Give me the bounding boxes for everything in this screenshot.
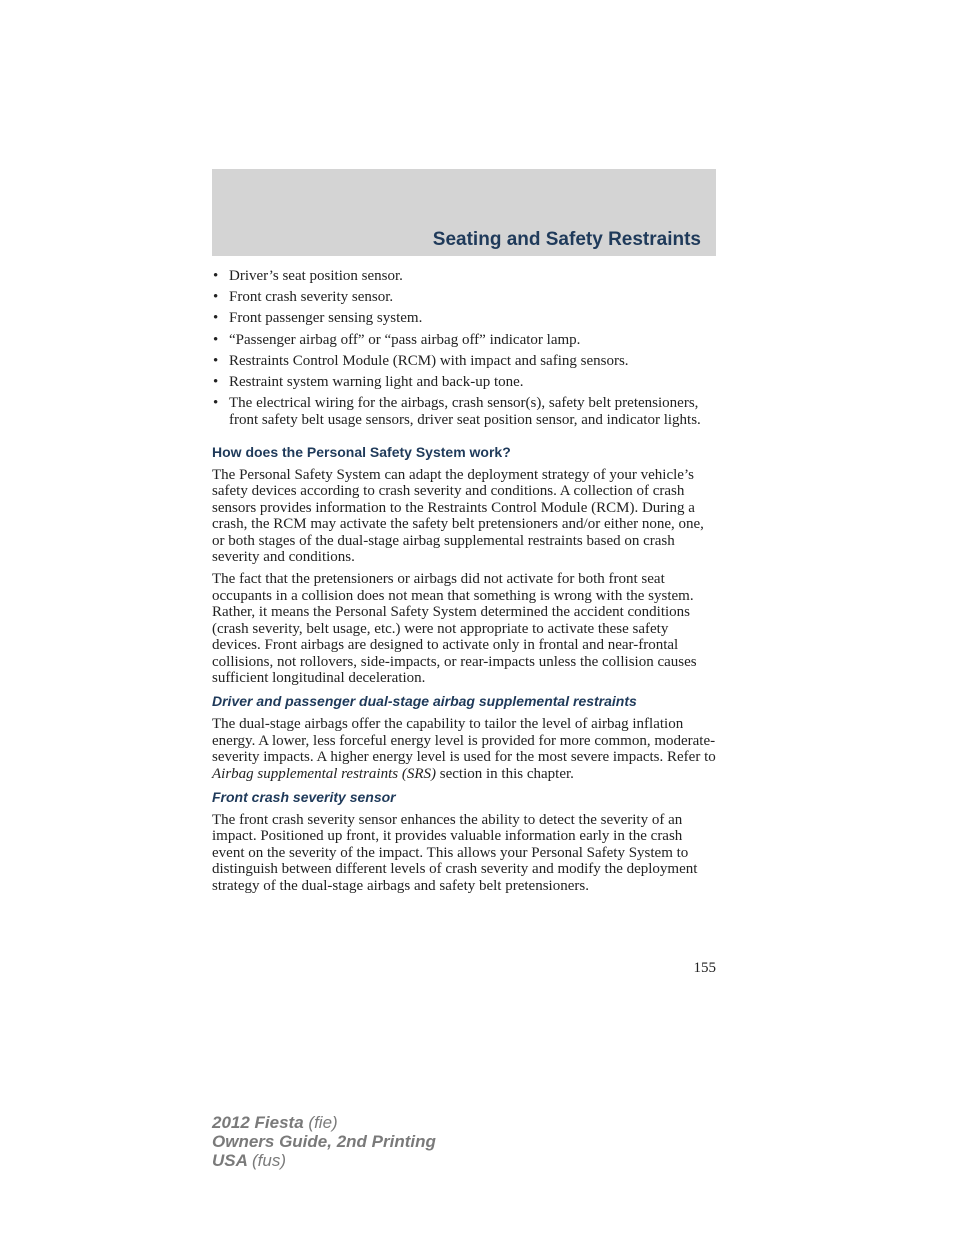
list-item: • The electrical wiring for the airbags, crash sensor(s), safety belt pretensioners, front safety belt usage sensors, driver seat position sensor, and indicator lights. (213, 395, 701, 428)
paragraph: The Personal Safety System can adapt the deployment strategy of your vehicle’s safety devices according to crash severity and conditions. A collection of crash sensors provides information to the Restraints Control Module (RCM). During a crash, the RCM may activate the safety belt pretensioners and/or either none, one, or both stages of the dual-stage airbag supplemental restraints based on crash severity and conditions. (212, 467, 704, 566)
section-heading-how-it-works: How does the Personal Safety System work? (212, 444, 511, 461)
list-item: • Front passenger sensing system. (213, 310, 423, 327)
component-list (212, 268, 716, 428)
page-number: 155 (693, 960, 716, 976)
section-heading-dual-stage: Driver and passenger dual-stage airbag supplemental restraints (212, 693, 637, 710)
paragraph: The dual-stage airbags offer the capability to tailor the level of airbag inflation energy. A lower, less forceful energy level is provided for more common, moderate-severity impacts. A higher energy level is used for the most severe impacts. Refer to Airbag supplemental restraints (SRS) section in this chapter. (212, 716, 716, 782)
chapter-title: Seating and Safety Restraints (432, 229, 701, 250)
list-item: • “Passenger airbag off” or “pass airbag off” indicator lamp. (213, 331, 581, 348)
bullet-icon: • (213, 289, 219, 306)
bullet-icon: • (213, 268, 219, 284)
list-item: • Front crash severity sensor. (213, 289, 394, 306)
list-item: • Restraints Control Module (RCM) with impact and safing sensors. (213, 352, 629, 369)
bullet-icon: • (213, 352, 219, 369)
cross-reference: Airbag supplemental restraints (SRS) (212, 765, 437, 782)
paragraph: The fact that the pretensioners or airbags did not activate for both front seat occupants in a collision does not mean that something is wrong with the system. Rather, it means the Personal Safety System determined the accident conditions (crash severity, belt usage, etc.) were not appropriate to activate these safety devices. Front airbags are designed to activate only in frontal and near-frontal collisions, not rollovers, side-impacts, or rear-impacts unless the collision causes sufficient longitudinal deceleration. (212, 571, 697, 686)
paragraph: The front crash severity sensor enhances the ability to detect the severity of an impact. Positioned up front, it provides valuable information early in the crash event on the severity of the impact. This allows your Personal Safety System to distinguish between different levels of crash severity and modify the deployment strategy of the dual-stage airbags and safety belt pretensioners. (212, 811, 698, 894)
bullet-icon: • (213, 310, 219, 327)
bullet-icon: • (213, 395, 219, 412)
page-content (212, 268, 716, 900)
bullet-icon: • (213, 374, 219, 391)
footer-publication-info: 2012 Fiesta (fie) Owners Guide, 2nd Printing USA (fus) (212, 1113, 436, 1170)
list-item: • Restraint system warning light and back-up tone. (213, 374, 524, 391)
chapter-header-band (212, 169, 716, 256)
section-heading-front-crash-sensor: Front crash severity sensor (212, 788, 396, 805)
bullet-icon: • (213, 331, 219, 348)
list-item: • Driver’s seat position sensor. (213, 268, 403, 284)
